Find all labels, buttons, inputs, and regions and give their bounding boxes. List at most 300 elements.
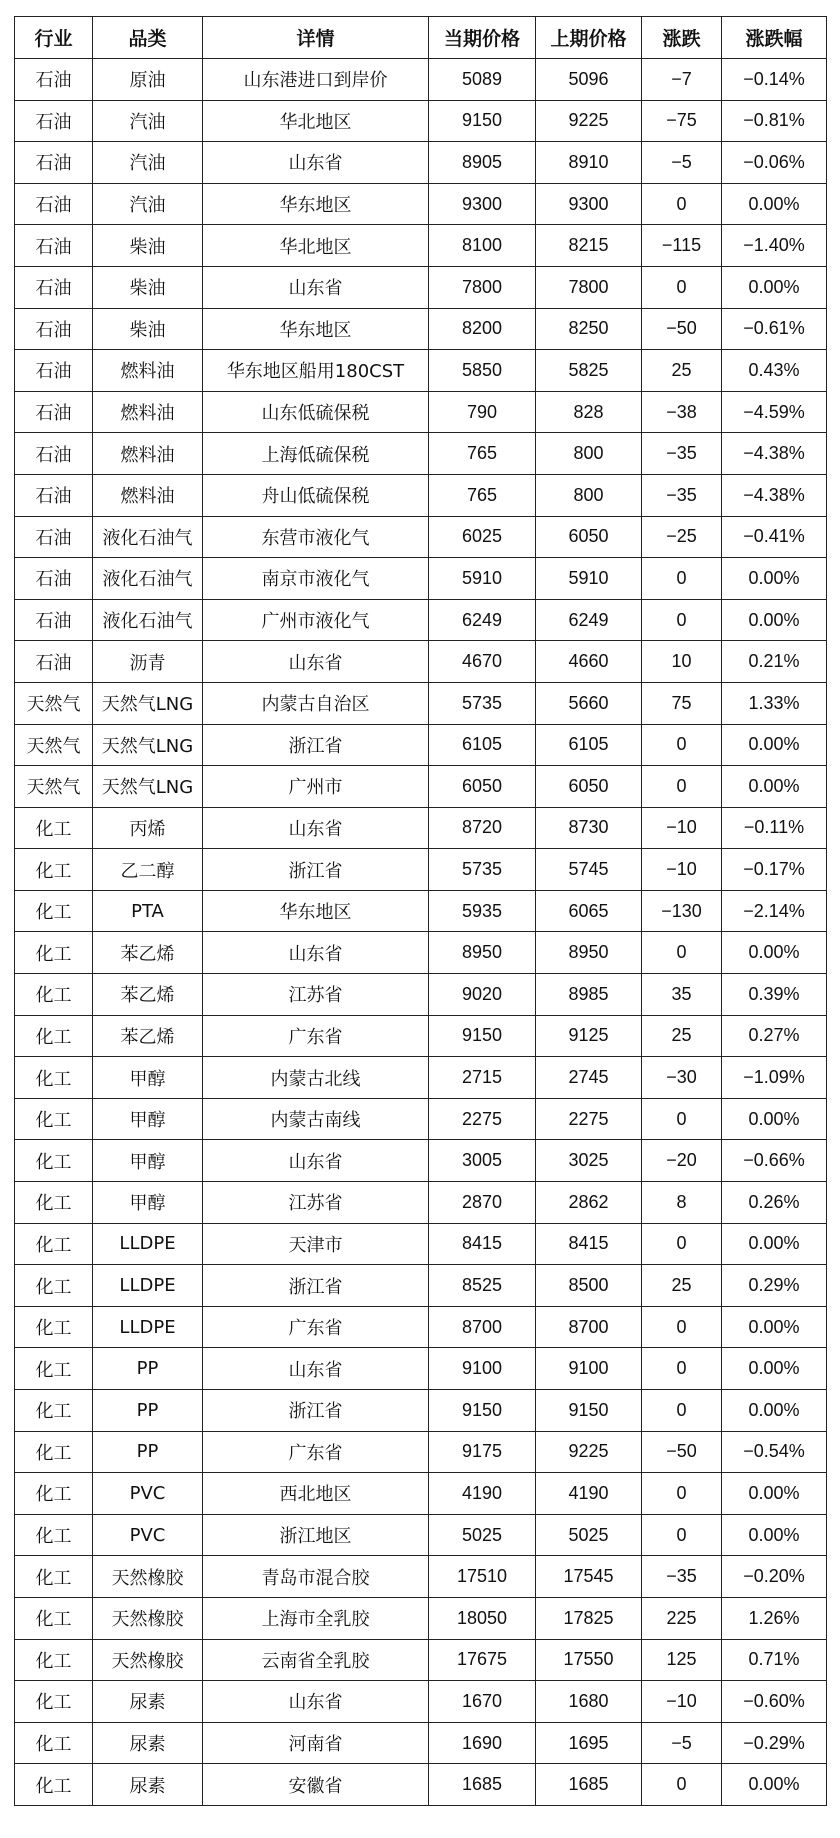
detail-cell: 华东地区	[203, 183, 429, 225]
table-row	[15, 1140, 827, 1182]
industry-cell: 化工	[15, 849, 93, 891]
current-price-cell: 6050	[429, 766, 536, 808]
detail-cell: 山东港进口到岸价	[203, 59, 429, 101]
change-percent-cell: 1.26%	[722, 1597, 827, 1639]
change-percent-cell: 0.00%	[722, 558, 827, 600]
detail-cell: 华北地区	[203, 100, 429, 142]
detail-cell: 天津市	[203, 1223, 429, 1265]
current-price-cell: 8415	[429, 1223, 536, 1265]
current-price-cell: 9150	[429, 100, 536, 142]
table-header-row	[15, 17, 827, 59]
previous-price-cell: 4660	[536, 641, 642, 683]
current-price-cell: 1670	[429, 1681, 536, 1723]
previous-price-cell: 800	[536, 474, 642, 516]
previous-price-cell: 9100	[536, 1348, 642, 1390]
current-price-cell: 5935	[429, 890, 536, 932]
change-cell: −130	[642, 890, 722, 932]
current-price-cell: 6025	[429, 516, 536, 558]
table-row	[15, 932, 827, 974]
industry-cell: 天然气	[15, 766, 93, 808]
change-cell: −7	[642, 59, 722, 101]
industry-cell: 化工	[15, 1722, 93, 1764]
category-cell: 甲醇	[93, 1182, 203, 1224]
change-cell: 10	[642, 641, 722, 683]
current-price-cell: 765	[429, 474, 536, 516]
category-cell: PVC	[93, 1514, 203, 1556]
change-cell: 0	[642, 932, 722, 974]
previous-price-cell: 5096	[536, 59, 642, 101]
table-row	[15, 1681, 827, 1723]
previous-price-cell: 8250	[536, 308, 642, 350]
detail-cell: 广州市	[203, 766, 429, 808]
change-percent-cell: −0.60%	[722, 1681, 827, 1723]
table-row	[15, 100, 827, 142]
current-price-cell: 8525	[429, 1265, 536, 1307]
detail-cell: 西北地区	[203, 1473, 429, 1515]
table-row	[15, 766, 827, 808]
table-row	[15, 1265, 827, 1307]
table-body	[15, 59, 827, 1806]
industry-cell: 化工	[15, 1265, 93, 1307]
previous-price-cell: 9125	[536, 1015, 642, 1057]
detail-cell: 舟山低硫保税	[203, 474, 429, 516]
current-price-cell: 8905	[429, 142, 536, 184]
category-cell: 沥青	[93, 641, 203, 683]
change-cell: −50	[642, 1431, 722, 1473]
current-price-cell: 5025	[429, 1514, 536, 1556]
previous-price-cell: 8985	[536, 974, 642, 1016]
change-cell: −25	[642, 516, 722, 558]
table-row	[15, 1098, 827, 1140]
detail-cell: 华东地区	[203, 308, 429, 350]
previous-price-cell: 5825	[536, 350, 642, 392]
detail-cell: 浙江省	[203, 724, 429, 766]
category-cell: 苯乙烯	[93, 932, 203, 974]
change-percent-cell: −0.81%	[722, 100, 827, 142]
detail-cell: 上海市全乳胶	[203, 1597, 429, 1639]
previous-price-cell: 5745	[536, 849, 642, 891]
category-cell: 天然橡胶	[93, 1597, 203, 1639]
table-row	[15, 1597, 827, 1639]
previous-price-cell: 8215	[536, 225, 642, 267]
detail-cell: 山东省	[203, 1140, 429, 1182]
change-percent-cell: −4.38%	[722, 433, 827, 475]
industry-cell: 化工	[15, 1098, 93, 1140]
table-row	[15, 516, 827, 558]
current-price-cell: 8950	[429, 932, 536, 974]
industry-cell: 石油	[15, 183, 93, 225]
current-price-cell: 4670	[429, 641, 536, 683]
change-cell: 8	[642, 1182, 722, 1224]
previous-price-cell: 5660	[536, 682, 642, 724]
category-cell: 液化石油气	[93, 558, 203, 600]
change-percent-cell: 0.00%	[722, 1098, 827, 1140]
change-cell: −20	[642, 1140, 722, 1182]
category-cell: 汽油	[93, 142, 203, 184]
change-cell: −30	[642, 1057, 722, 1099]
previous-price-cell: 1680	[536, 1681, 642, 1723]
current-price-cell: 18050	[429, 1597, 536, 1639]
previous-price-cell: 6105	[536, 724, 642, 766]
industry-cell: 石油	[15, 59, 93, 101]
category-cell: 丙烯	[93, 807, 203, 849]
table-row	[15, 391, 827, 433]
detail-cell: 安徽省	[203, 1764, 429, 1806]
category-cell: PVC	[93, 1473, 203, 1515]
current-price-cell: 5850	[429, 350, 536, 392]
table-row	[15, 1015, 827, 1057]
previous-price-cell: 8700	[536, 1306, 642, 1348]
current-price-cell: 790	[429, 391, 536, 433]
change-cell: −5	[642, 1722, 722, 1764]
industry-cell: 化工	[15, 1390, 93, 1432]
category-cell: 尿素	[93, 1764, 203, 1806]
category-cell: 苯乙烯	[93, 1015, 203, 1057]
previous-price-cell: 17545	[536, 1556, 642, 1598]
table-row	[15, 890, 827, 932]
detail-cell: 山东省	[203, 266, 429, 308]
previous-price-cell: 2275	[536, 1098, 642, 1140]
table-row	[15, 1764, 827, 1806]
detail-cell: 河南省	[203, 1722, 429, 1764]
industry-cell: 化工	[15, 1015, 93, 1057]
detail-cell: 山东省	[203, 142, 429, 184]
current-price-cell: 6249	[429, 599, 536, 641]
detail-cell: 山东省	[203, 807, 429, 849]
previous-price-cell: 2862	[536, 1182, 642, 1224]
industry-cell: 化工	[15, 1348, 93, 1390]
previous-price-cell: 9225	[536, 1431, 642, 1473]
table-row	[15, 1473, 827, 1515]
change-percent-cell: 0.27%	[722, 1015, 827, 1057]
change-percent-cell: −0.54%	[722, 1431, 827, 1473]
detail-cell: 浙江省	[203, 1390, 429, 1432]
industry-cell: 天然气	[15, 682, 93, 724]
category-cell: LLDPE	[93, 1306, 203, 1348]
previous-price-cell: 8730	[536, 807, 642, 849]
previous-price-cell: 6050	[536, 766, 642, 808]
header-change-percent: 涨跌幅	[722, 17, 827, 59]
table-row	[15, 308, 827, 350]
change-cell: 25	[642, 1265, 722, 1307]
current-price-cell: 4190	[429, 1473, 536, 1515]
change-cell: 0	[642, 1306, 722, 1348]
table-row	[15, 724, 827, 766]
change-percent-cell: 0.21%	[722, 641, 827, 683]
category-cell: 天然气LNG	[93, 766, 203, 808]
current-price-cell: 9020	[429, 974, 536, 1016]
previous-price-cell: 9150	[536, 1390, 642, 1432]
change-cell: −38	[642, 391, 722, 433]
industry-cell: 化工	[15, 1057, 93, 1099]
category-cell: 原油	[93, 59, 203, 101]
category-cell: 柴油	[93, 266, 203, 308]
category-cell: 尿素	[93, 1722, 203, 1764]
current-price-cell: 17510	[429, 1556, 536, 1598]
current-price-cell: 5089	[429, 59, 536, 101]
change-percent-cell: 0.00%	[722, 1473, 827, 1515]
change-cell: −10	[642, 1681, 722, 1723]
industry-cell: 化工	[15, 974, 93, 1016]
change-percent-cell: 0.71%	[722, 1639, 827, 1681]
previous-price-cell: 8500	[536, 1265, 642, 1307]
current-price-cell: 1685	[429, 1764, 536, 1806]
header-previous-price: 上期价格	[536, 17, 642, 59]
change-percent-cell: −1.09%	[722, 1057, 827, 1099]
table-row	[15, 558, 827, 600]
change-percent-cell: −0.61%	[722, 308, 827, 350]
category-cell: LLDPE	[93, 1265, 203, 1307]
table-row	[15, 183, 827, 225]
detail-cell: 云南省全乳胶	[203, 1639, 429, 1681]
industry-cell: 化工	[15, 807, 93, 849]
detail-cell: 上海低硫保税	[203, 433, 429, 475]
change-percent-cell: 0.00%	[722, 1348, 827, 1390]
change-percent-cell: 0.00%	[722, 1223, 827, 1265]
change-cell: 75	[642, 682, 722, 724]
change-cell: −10	[642, 849, 722, 891]
table-row	[15, 474, 827, 516]
current-price-cell: 2275	[429, 1098, 536, 1140]
industry-cell: 化工	[15, 1597, 93, 1639]
detail-cell: 浙江省	[203, 1265, 429, 1307]
change-percent-cell: 0.00%	[722, 932, 827, 974]
detail-cell: 广州市液化气	[203, 599, 429, 641]
previous-price-cell: 2745	[536, 1057, 642, 1099]
table-row	[15, 350, 827, 392]
detail-cell: 华东地区	[203, 890, 429, 932]
industry-cell: 石油	[15, 599, 93, 641]
detail-cell: 广东省	[203, 1431, 429, 1473]
change-cell: 0	[642, 599, 722, 641]
table-row	[15, 225, 827, 267]
previous-price-cell: 8415	[536, 1223, 642, 1265]
change-cell: −75	[642, 100, 722, 142]
change-cell: 0	[642, 724, 722, 766]
change-percent-cell: −0.41%	[722, 516, 827, 558]
table-row	[15, 1057, 827, 1099]
table-row	[15, 1639, 827, 1681]
detail-cell: 山东省	[203, 1681, 429, 1723]
current-price-cell: 5735	[429, 849, 536, 891]
table-row	[15, 1182, 827, 1224]
table-row	[15, 1348, 827, 1390]
change-percent-cell: −0.29%	[722, 1722, 827, 1764]
change-cell: 35	[642, 974, 722, 1016]
detail-cell: 内蒙古北线	[203, 1057, 429, 1099]
category-cell: 天然气LNG	[93, 682, 203, 724]
table-row	[15, 1514, 827, 1556]
change-percent-cell: 0.00%	[722, 1514, 827, 1556]
detail-cell: 广东省	[203, 1015, 429, 1057]
industry-cell: 石油	[15, 516, 93, 558]
category-cell: 汽油	[93, 183, 203, 225]
change-cell: −50	[642, 308, 722, 350]
previous-price-cell: 17550	[536, 1639, 642, 1681]
change-percent-cell: 0.00%	[722, 599, 827, 641]
change-percent-cell: −0.17%	[722, 849, 827, 891]
previous-price-cell: 800	[536, 433, 642, 475]
table-container	[14, 16, 827, 1806]
industry-cell: 石油	[15, 391, 93, 433]
change-percent-cell: 0.00%	[722, 766, 827, 808]
change-cell: 0	[642, 1764, 722, 1806]
industry-cell: 化工	[15, 1140, 93, 1182]
current-price-cell: 8720	[429, 807, 536, 849]
industry-cell: 石油	[15, 266, 93, 308]
industry-cell: 石油	[15, 308, 93, 350]
header-detail: 详情	[203, 17, 429, 59]
change-percent-cell: 0.00%	[722, 724, 827, 766]
industry-cell: 化工	[15, 1556, 93, 1598]
category-cell: 甲醇	[93, 1140, 203, 1182]
industry-cell: 化工	[15, 932, 93, 974]
current-price-cell: 5735	[429, 682, 536, 724]
table-row	[15, 849, 827, 891]
industry-cell: 石油	[15, 474, 93, 516]
change-cell: 0	[642, 266, 722, 308]
industry-cell: 化工	[15, 1681, 93, 1723]
category-cell: 苯乙烯	[93, 974, 203, 1016]
previous-price-cell: 8950	[536, 932, 642, 974]
current-price-cell: 5910	[429, 558, 536, 600]
previous-price-cell: 4190	[536, 1473, 642, 1515]
change-percent-cell: 0.39%	[722, 974, 827, 1016]
detail-cell: 广东省	[203, 1306, 429, 1348]
current-price-cell: 6105	[429, 724, 536, 766]
detail-cell: 内蒙古南线	[203, 1098, 429, 1140]
category-cell: 燃料油	[93, 433, 203, 475]
header-change: 涨跌	[642, 17, 722, 59]
previous-price-cell: 7800	[536, 266, 642, 308]
category-cell: PP	[93, 1431, 203, 1473]
detail-cell: 江苏省	[203, 974, 429, 1016]
header-industry: 行业	[15, 17, 93, 59]
current-price-cell: 8100	[429, 225, 536, 267]
current-price-cell: 8700	[429, 1306, 536, 1348]
industry-cell: 石油	[15, 142, 93, 184]
table-row	[15, 641, 827, 683]
current-price-cell: 9150	[429, 1015, 536, 1057]
change-cell: 0	[642, 1098, 722, 1140]
current-price-cell: 17675	[429, 1639, 536, 1681]
category-cell: 甲醇	[93, 1057, 203, 1099]
current-price-cell: 3005	[429, 1140, 536, 1182]
previous-price-cell: 8910	[536, 142, 642, 184]
change-cell: 0	[642, 1514, 722, 1556]
category-cell: PP	[93, 1348, 203, 1390]
table-row	[15, 433, 827, 475]
table-row	[15, 599, 827, 641]
change-cell: 25	[642, 1015, 722, 1057]
category-cell: 尿素	[93, 1681, 203, 1723]
previous-price-cell: 6050	[536, 516, 642, 558]
category-cell: LLDPE	[93, 1223, 203, 1265]
current-price-cell: 1690	[429, 1722, 536, 1764]
change-cell: 225	[642, 1597, 722, 1639]
industry-cell: 石油	[15, 558, 93, 600]
industry-cell: 化工	[15, 1514, 93, 1556]
detail-cell: 华北地区	[203, 225, 429, 267]
industry-cell: 石油	[15, 641, 93, 683]
current-price-cell: 7800	[429, 266, 536, 308]
category-cell: 天然橡胶	[93, 1639, 203, 1681]
detail-cell: 内蒙古自治区	[203, 682, 429, 724]
change-percent-cell: −0.06%	[722, 142, 827, 184]
previous-price-cell: 6249	[536, 599, 642, 641]
change-cell: −5	[642, 142, 722, 184]
detail-cell: 南京市液化气	[203, 558, 429, 600]
category-cell: 柴油	[93, 308, 203, 350]
change-percent-cell: −0.20%	[722, 1556, 827, 1598]
detail-cell: 山东低硫保税	[203, 391, 429, 433]
category-cell: 燃料油	[93, 474, 203, 516]
change-cell: 0	[642, 1223, 722, 1265]
change-percent-cell: 0.29%	[722, 1265, 827, 1307]
table-row	[15, 1556, 827, 1598]
category-cell: 天然气LNG	[93, 724, 203, 766]
change-cell: −35	[642, 433, 722, 475]
industry-cell: 化工	[15, 1639, 93, 1681]
change-percent-cell: −4.59%	[722, 391, 827, 433]
change-cell: −115	[642, 225, 722, 267]
change-cell: 0	[642, 558, 722, 600]
previous-price-cell: 3025	[536, 1140, 642, 1182]
table-row	[15, 974, 827, 1016]
previous-price-cell: 6065	[536, 890, 642, 932]
price-table	[14, 16, 827, 1806]
detail-cell: 青岛市混合胶	[203, 1556, 429, 1598]
current-price-cell: 9175	[429, 1431, 536, 1473]
change-percent-cell: 0.00%	[722, 1390, 827, 1432]
category-cell: 液化石油气	[93, 599, 203, 641]
change-cell: 125	[642, 1639, 722, 1681]
category-cell: 柴油	[93, 225, 203, 267]
table-row	[15, 682, 827, 724]
change-percent-cell: 0.00%	[722, 183, 827, 225]
industry-cell: 天然气	[15, 724, 93, 766]
current-price-cell: 8200	[429, 308, 536, 350]
change-percent-cell: −0.66%	[722, 1140, 827, 1182]
change-percent-cell: −0.11%	[722, 807, 827, 849]
change-percent-cell: 0.00%	[722, 266, 827, 308]
category-cell: 汽油	[93, 100, 203, 142]
change-percent-cell: 0.26%	[722, 1182, 827, 1224]
detail-cell: 山东省	[203, 1348, 429, 1390]
current-price-cell: 765	[429, 433, 536, 475]
header-current-price: 当期价格	[429, 17, 536, 59]
industry-cell: 化工	[15, 890, 93, 932]
category-cell: 天然橡胶	[93, 1556, 203, 1598]
change-cell: 0	[642, 183, 722, 225]
category-cell: PTA	[93, 890, 203, 932]
header-category: 品类	[93, 17, 203, 59]
change-percent-cell: 0.00%	[722, 1306, 827, 1348]
previous-price-cell: 5025	[536, 1514, 642, 1556]
previous-price-cell: 1685	[536, 1764, 642, 1806]
current-price-cell: 9150	[429, 1390, 536, 1432]
table-row	[15, 59, 827, 101]
change-percent-cell: 0.00%	[722, 1764, 827, 1806]
current-price-cell: 9100	[429, 1348, 536, 1390]
category-cell: 燃料油	[93, 350, 203, 392]
change-percent-cell: −2.14%	[722, 890, 827, 932]
industry-cell: 石油	[15, 225, 93, 267]
change-cell: 25	[642, 350, 722, 392]
current-price-cell: 2715	[429, 1057, 536, 1099]
change-cell: 0	[642, 766, 722, 808]
table-row	[15, 1722, 827, 1764]
